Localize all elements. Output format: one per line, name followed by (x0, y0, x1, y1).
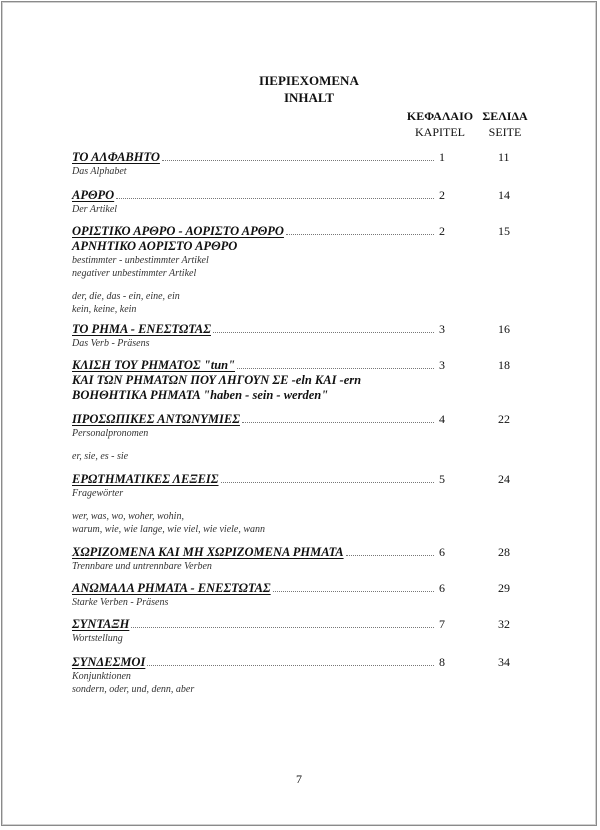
entry-page-number: 32 (498, 617, 510, 631)
entry-title-line (72, 545, 436, 560)
entry-title-text: ΑΡΝΗΤΙΚΟ ΑΟΡΙΣΤΟ ΑΡΘΡΟ (72, 239, 238, 253)
toc-entry[interactable] (72, 581, 542, 609)
entry-title-text: ΤΟ ΑΛΦΑΒΗΤΟ (72, 150, 160, 164)
entry-chapter-number: 5 (439, 472, 445, 486)
entry-subtitle: Das Verb - Präsens (72, 338, 150, 349)
entry-chapter-number: 1 (439, 150, 445, 164)
entry-subtitle: bestimmter - unbestimmter Artikel (72, 255, 209, 266)
entry-title-text: ΟΡΙΣΤΙΚΟ ΑΡΘΡΟ - ΑΟΡΙΣΤΟ ΑΡΘΡΟ (72, 224, 284, 238)
entry-title-line (72, 239, 542, 254)
page-column-header (475, 108, 535, 140)
entry-title-text: ΕΡΩΤΗΜΑΤΙΚΕΣ ΛΕΞΕΙΣ (72, 472, 219, 486)
entry-page-number: 11 (498, 150, 510, 164)
entry-chapter-number: 6 (439, 581, 445, 595)
entry-title-line (72, 655, 436, 670)
entry-page-number: 15 (498, 224, 510, 238)
entry-title-line (72, 581, 436, 596)
dot-leader (221, 481, 434, 483)
entry-page-number: 16 (498, 322, 510, 336)
toc-entry[interactable] (72, 617, 542, 645)
entry-title-line (72, 472, 436, 487)
entry-page-number: 14 (498, 188, 510, 202)
dot-leader (346, 554, 434, 556)
dot-leader (116, 197, 434, 199)
dot-leader (242, 421, 434, 423)
entry-title-text: ΚΑΙ ΤΩΝ ΡΗΜΑΤΩΝ ΠΟΥ ΛΗΓΟΥΝ ΣΕ -eln ΚΑΙ -ern (72, 373, 362, 387)
page-header-greek: ΣΕΛΙΔΑ (482, 109, 528, 123)
toc-title-german: INHALT (283, 90, 335, 105)
entry-example: wer, was, wo, woher, wohin, (72, 511, 184, 522)
toc-entry[interactable] (72, 150, 542, 178)
entry-title-line (72, 412, 436, 427)
entry-page-number: 28 (498, 545, 510, 559)
dot-leader (213, 331, 434, 333)
entry-page-number: 18 (498, 358, 510, 372)
entry-subtitle: Personalpronomen (72, 428, 149, 439)
entry-example: warum, wie, wie lange, wie viel, wie viele, wann (72, 524, 266, 535)
chapter-header-greek: ΚΕΦΑΛΑΙΟ (406, 109, 474, 123)
entry-example: kein, keine, kein (72, 304, 137, 315)
entry-example: er, sie, es - sie (72, 451, 129, 462)
entry-title-line (72, 322, 436, 337)
toc-entry[interactable] (72, 224, 542, 316)
entry-title-text: ΠΡΟΣΩΠΙΚΕΣ ΑΝΤΩΝΥΜΙΕΣ (72, 412, 240, 426)
toc-entry[interactable] (72, 655, 542, 696)
entry-title-line (72, 373, 542, 388)
entry-subtitle: Starke Verben - Präsens (72, 597, 169, 608)
entry-page-number: 34 (498, 655, 510, 669)
entry-title-text: ΒΟΗΘΗΤΙΚΑ ΡΗΜΑΤΑ "haben - sein - werden" (72, 388, 329, 402)
toc-entry[interactable] (72, 412, 542, 463)
entry-title-line (72, 224, 436, 239)
entry-title-line (72, 358, 436, 373)
entry-subtitle: Das Alphabet (72, 166, 127, 177)
page-header-german: SEITE (488, 125, 522, 139)
entry-example: der, die, das - ein, eine, ein (72, 291, 180, 302)
toc-entry[interactable] (72, 188, 542, 216)
entry-chapter-number: 3 (439, 358, 445, 372)
dot-leader (273, 590, 434, 592)
entry-chapter-number: 2 (439, 188, 445, 202)
toc-entry[interactable] (72, 358, 542, 403)
entry-subtitle: Konjunktionen (72, 671, 131, 682)
entry-subtitle: negativer unbestimmter Artikel (72, 268, 197, 279)
entry-title-line (72, 150, 436, 165)
entry-chapter-number: 4 (439, 412, 445, 426)
entry-chapter-number: 3 (439, 322, 445, 336)
entry-title-text: ΧΩΡΙΖΟΜΕΝΑ ΚΑΙ ΜΗ ΧΩΡΙΖΟΜΕΝΑ ΡΗΜΑΤΑ (72, 545, 344, 559)
entry-page-number: 24 (498, 472, 510, 486)
entry-chapter-number: 8 (439, 655, 445, 669)
dot-leader (237, 367, 434, 369)
entry-subtitle: Wortstellung (72, 633, 123, 644)
entry-subtitle: Der Artikel (72, 204, 118, 215)
entry-title-text: ΚΛΙΣΗ ΤΟΥ ΡΗΜΑΤΟΣ "tun" (72, 358, 236, 372)
dot-leader (131, 626, 434, 628)
entry-chapter-number: 6 (439, 545, 445, 559)
dot-leader (147, 664, 434, 666)
entry-chapter-number: 7 (439, 617, 445, 631)
chapter-header-german: KAPITEL (415, 125, 465, 139)
entry-page-number: 22 (498, 412, 510, 426)
entry-chapter-number: 2 (439, 224, 445, 238)
toc-entry[interactable] (72, 545, 542, 573)
toc-title-greek: ΠΕΡΙΕΧΟΜΕΝΑ (259, 73, 359, 88)
document-page (1, 1, 597, 826)
entry-title-line (72, 388, 542, 403)
page-number: 7 (296, 772, 302, 786)
toc-entry[interactable] (72, 322, 542, 350)
entry-title-text: ΑΝΩΜΑΛΑ ΡΗΜΑΤΑ - ΕΝΕΣΤΩΤΑΣ (72, 581, 271, 595)
entry-subtitle: Fragewörter (72, 488, 124, 499)
entry-subtitle: sondern, oder, und, denn, aber (72, 684, 195, 695)
entry-page-number: 29 (498, 581, 510, 595)
chapter-column-header (400, 108, 480, 140)
entry-title-text: ΣΥΝΤΑΞΗ (72, 617, 130, 631)
dot-leader (162, 159, 434, 161)
entry-title-text: ΤΟ ΡΗΜΑ - ΕΝΕΣΤΩΤΑΣ (72, 322, 211, 336)
entry-title-line (72, 188, 436, 203)
entry-title-text: ΣΥΝΔΕΣΜΟΙ (72, 655, 146, 669)
toc-entry[interactable] (72, 472, 542, 536)
toc-title (2, 72, 596, 106)
entry-subtitle: Trennbare und untrennbare Verben (72, 561, 212, 572)
entry-title-text: ΑΡΘΡΟ (72, 188, 115, 202)
dot-leader (286, 233, 434, 235)
entry-title-line (72, 617, 436, 632)
